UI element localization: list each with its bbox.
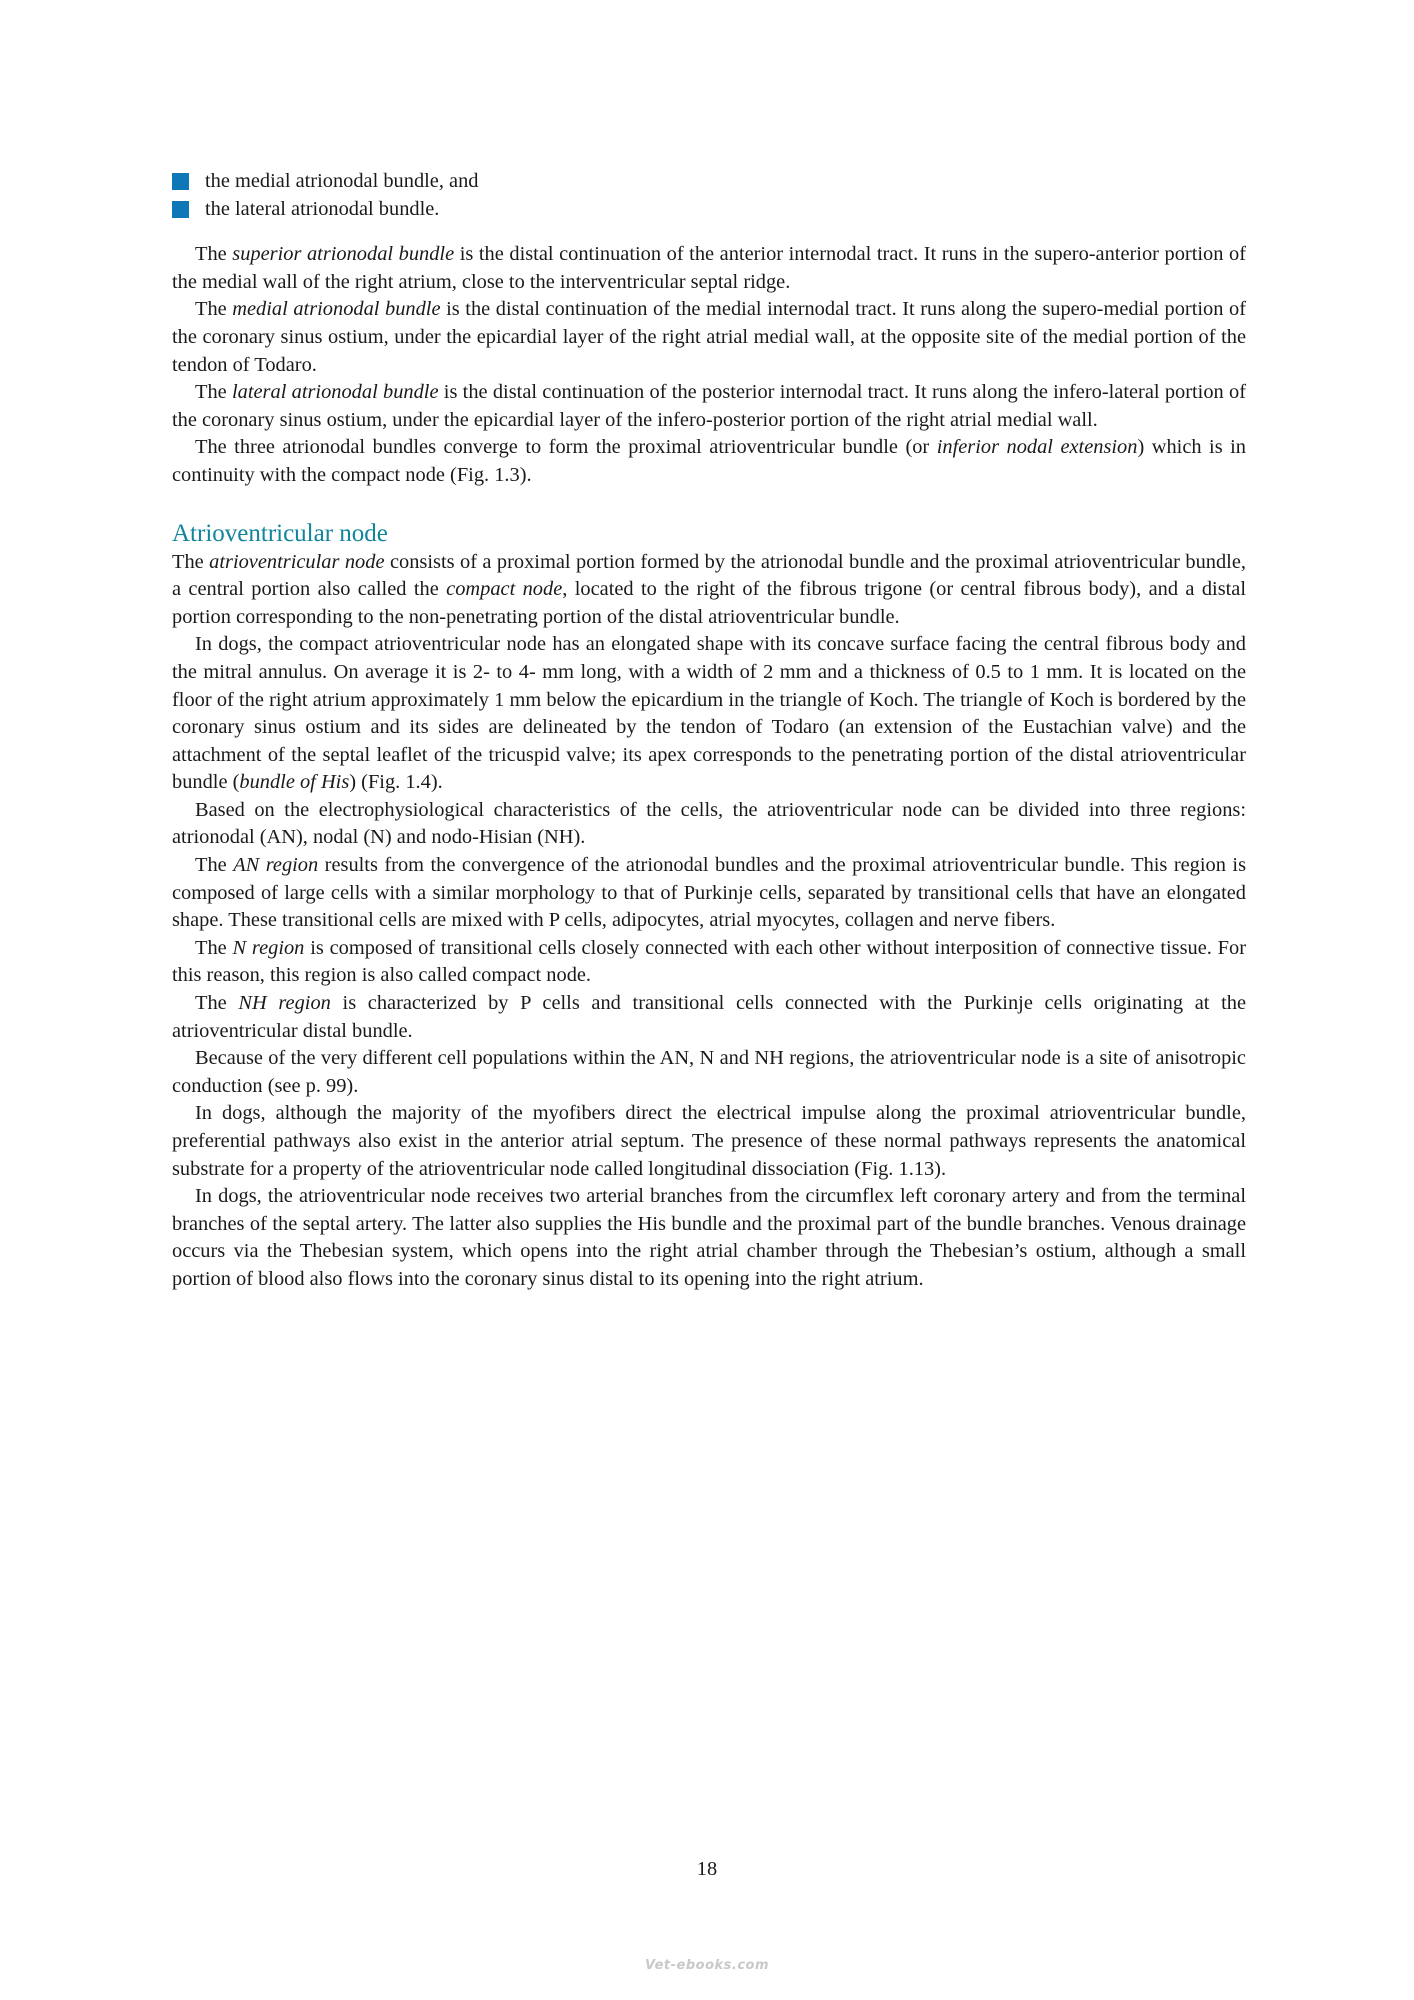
- paragraph-compact-node: In dogs, the compact atrioventricular node has an elongated shape with its concave surface facing the central fibrous body and the mitral annulus. On average it is 2- to 4- mm long, with a width of 2 mm and a thickness of 0.5 to 1 mm. It is located on the floor of the right atrium approximately 1 mm below the epicardium in the triangle of Koch. The triangle of Koch is bordered by the coronary sinus ostium and its sides are delineated by the tendon of Todaro (an extension of the Eustachian valve) and the attachment of the septal leaflet of the tricuspid valve; its apex corresponds to the penetrating portion of the distal atrioventricular bundle (bundle of His) (Fig. 1.4).: [172, 633, 1246, 794]
- list-item: [172, 168, 1246, 196]
- term-an-region: AN region: [233, 854, 319, 877]
- bullet-list: [172, 168, 1246, 223]
- term-compact-node: compact node: [446, 578, 563, 601]
- paragraph-medial-bundle: The medial atrionodal bundle is the distal continuation of the medial internodal tract. It runs along the supero-medial portion of the coronary sinus ostium, under the epicardial layer of the right atrial medial wall, at the opposite site of the medial portion of the tendon of Todaro.: [172, 298, 1246, 376]
- paragraph-blood-supply: In dogs, the atrioventricular node receives two arterial branches from the circumflex left coronary artery and from the terminal branches of the septal artery. The latter also supplies the His bundle and the proximal part of the bundle branches. Venous drainage occurs via the Thebesian system, which opens into the right atrial chamber through the Thebesian’s ostium, although a small portion of blood also flows into the coronary sinus distal to its opening into the right atrium.: [172, 1185, 1246, 1290]
- term-medial-atrionodal-bundle: medial atrionodal bundle: [232, 298, 441, 321]
- paragraph-pathways: In dogs, although the majority of the myofibers direct the electrical impulse along the proximal atrioventricular bundle, preferential pathways also exist in the anterior atrial septum. The presence of these normal pathways represents the anatomical substrate for a property of the atrioventricular node called longitudinal dissociation (Fig. 1.13).: [172, 1102, 1246, 1180]
- paragraph-superior-bundle: The superior atrionodal bundle is the distal continuation of the anterior internodal tract. It runs in the supero-anterior portion of the medial wall of the right atrium, close to the interventricular septal ridge.: [172, 243, 1246, 293]
- term-n-region: N region: [232, 936, 305, 959]
- paragraph-nh-region: The NH region is characterized by P cells and transitional cells connected with the Purkinje cells originating at the atrioventricular distal bundle.: [172, 992, 1246, 1042]
- paragraph-lateral-bundle: The lateral atrionodal bundle is the distal continuation of the posterior internodal tract. It runs along the infero-lateral portion of the coronary sinus ostium, under the epicardial layer of the infero-posterior portion of the right atrial medial wall.: [172, 381, 1246, 431]
- paragraph-anisotropic: Because of the very different cell populations within the AN, N and NH regions, the atrioventricular node is a site of anisotropic conduction (see p. 99).: [172, 1047, 1246, 1097]
- term-bundle-of-his: bundle of His: [239, 771, 350, 794]
- square-bullet-icon: [172, 201, 189, 218]
- paragraph-n-region: The N region is composed of transitional cells closely connected with each other without interposition of connective tissue. For this reason, this region is also called compact node.: [172, 936, 1246, 987]
- page-body: [172, 168, 1246, 1294]
- paragraph-regions: Based on the electrophysiological characteristics of the cells, the atrioventricular node can be divided into three regions: atrionodal (AN), nodal (N) and nodo-Hisian (NH).: [172, 798, 1246, 849]
- section-heading: Atrioventricular node: [172, 519, 388, 547]
- paragraph-convergence: The three atrionodal bundles converge to form the proximal atrioventricular bundle (or inferior nodal extension) which is in continuity with the compact node (Fig. 1.3).: [172, 436, 1246, 486]
- page-number: 18: [696, 1858, 718, 1880]
- watermark-logo: Vet-ebooks.com: [644, 1958, 770, 1973]
- term-atrioventricular-node: atrioventricular node: [209, 550, 385, 573]
- term-superior-atrionodal-bundle: superior atrionodal bundle: [232, 243, 455, 266]
- paragraph-av-node-intro: The atrioventricular node consists of a proximal portion formed by the atrionodal bundle and the proximal atrioventricular bundle, a central portion also called the compact node, located to the right of the fibrous trigone (or central fibrous body), and a distal portion corresponding to the non-penetrating portion of the distal atrioventricular bundle.: [172, 550, 1247, 628]
- term-inferior-nodal-extension: inferior nodal extension: [936, 436, 1138, 459]
- bullet-text: the lateral atrionodal bundle.: [205, 197, 440, 220]
- bullet-text: the medial atrionodal bundle, and: [205, 170, 479, 192]
- term-lateral-atrionodal-bundle: lateral atrionodal bundle: [231, 381, 439, 404]
- term-nh-region: NH region: [238, 992, 331, 1015]
- square-bullet-icon: [172, 173, 189, 190]
- paragraph-an-region: The AN region results from the convergence of the atrionodal bundles and the proximal atrioventricular bundle. This region is composed of large cells with a similar morphology to that of Purkinje cells, separated by transitional cells that have an elongated shape. These transitional cells are mixed with P cells, adipocytes, atrial myocytes, collagen and nerve fibers.: [172, 854, 1246, 932]
- list-item: [172, 196, 1246, 224]
